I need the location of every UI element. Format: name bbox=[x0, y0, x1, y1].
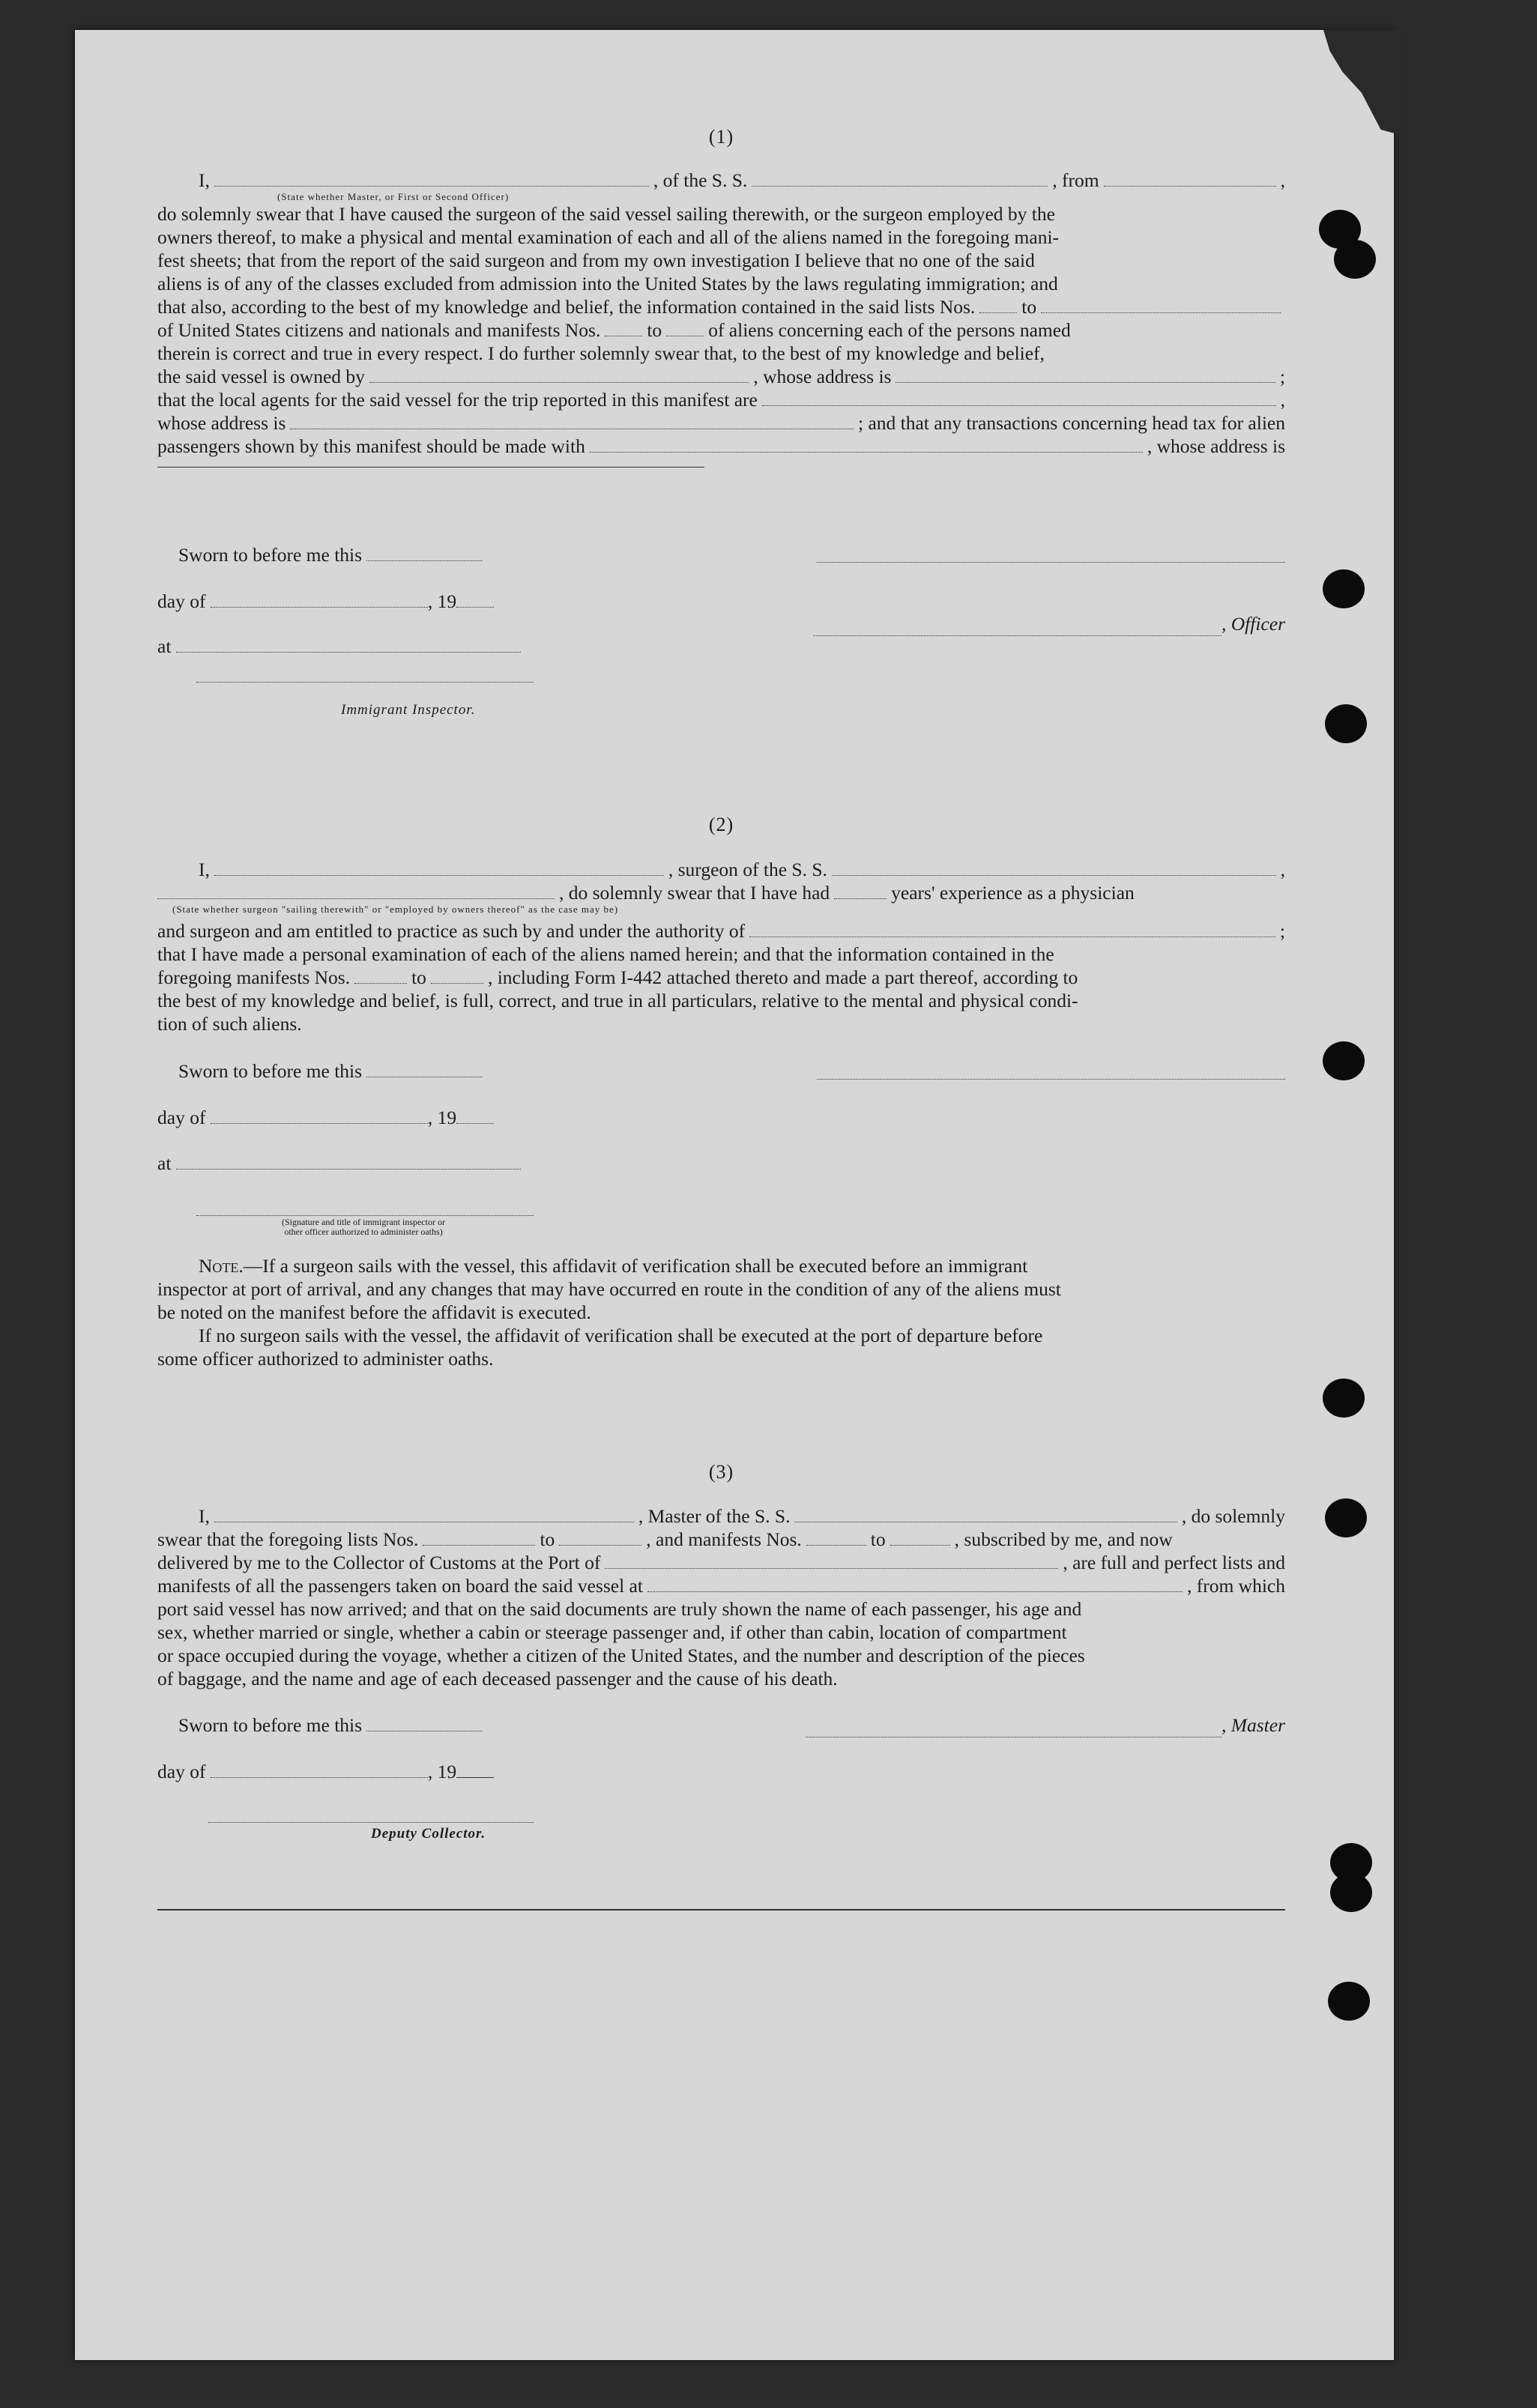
s1-line: whose address is bbox=[157, 412, 286, 434]
s3-boarding-port-field[interactable] bbox=[647, 1591, 1183, 1592]
s3-i: I, bbox=[199, 1505, 210, 1527]
s2-surgeon-type-field[interactable] bbox=[157, 898, 555, 899]
s2-line: years' experience as a physician bbox=[891, 882, 1135, 904]
s1-to: to bbox=[1021, 296, 1037, 318]
s2-to: to bbox=[411, 966, 426, 988]
s1-line: , whose address is bbox=[753, 366, 892, 387]
s2-sig-caption-line: (Signature and title of immigrant inspector or bbox=[282, 1217, 445, 1227]
s3-deputy-sig-field[interactable] bbox=[208, 1821, 534, 1823]
s3-line: port said vessel has now arrived; and that on the said documents are truly shown the name of each passenger, his age and bbox=[157, 1598, 1082, 1620]
s2-line: and surgeon and am entitled to practice as such by and under the authority of bbox=[157, 920, 746, 942]
s2-sworn-row bbox=[178, 1060, 483, 1083]
s1-owner-field[interactable] bbox=[369, 381, 749, 383]
s1-sworn-label: Sworn to before me this bbox=[178, 544, 363, 566]
s1-line: , whose address is bbox=[1147, 435, 1285, 457]
s1-caption: (State whether Master, or First or Second Officer) bbox=[277, 191, 510, 202]
punch-hole bbox=[1325, 1498, 1367, 1537]
s1-lists-from-field[interactable] bbox=[979, 312, 1017, 313]
s3-line: manifests of all the passengers taken on board the said vessel at bbox=[157, 1575, 643, 1597]
s2-i: I, bbox=[199, 859, 210, 880]
s3-master-sig-field[interactable] bbox=[806, 1714, 1222, 1737]
punch-hole bbox=[1323, 569, 1365, 608]
s3-vessel-field[interactable] bbox=[794, 1521, 1177, 1522]
s1-lists-to-field[interactable] bbox=[1041, 312, 1281, 313]
s3-manifests-from-field[interactable] bbox=[806, 1544, 866, 1546]
s1-sworn-date-field[interactable] bbox=[366, 560, 483, 561]
s2-day-field[interactable] bbox=[211, 1123, 428, 1124]
section-1-number: (1) bbox=[708, 126, 734, 148]
note-line: some officer authorized to administer oaths. bbox=[157, 1348, 494, 1370]
s1-line: that the local agents for the said vessel for the trip reported in this manifest are bbox=[157, 389, 758, 411]
s1-inspector-sig-field[interactable] bbox=[196, 680, 534, 683]
s2-at-row bbox=[157, 1152, 521, 1175]
s1-signature-field[interactable] bbox=[817, 554, 1285, 563]
s1-head-tax-field[interactable] bbox=[590, 451, 1143, 453]
s2-years-field[interactable] bbox=[834, 898, 887, 899]
s2-manifests-to-field[interactable] bbox=[431, 982, 483, 984]
s2-name-field[interactable] bbox=[214, 874, 664, 876]
s3-line: or space occupied during the voyage, whether a citizen of the United States, and the number and description of the pieces bbox=[157, 1645, 1085, 1666]
punch-hole bbox=[1323, 1379, 1365, 1418]
section-1-affidavit: I, , of the S. S. , from , (State whether Master, or First or Second Officer) do solemnly swear that I have caused the surgeon of the said vessel sailing therewith, or the surgeon employed by the owners thereof, to make a physical and mental examination of each and all of the aliens named in the foregoing mani- fest sheets; that from the report of the said surgeon and from my own investigation I believe that no one of the said aliens is of any of the classes excluded from admission into the United States by the laws regulating immigration; and that also, according to the best of my knowledge and belief, the information contained in the said lists Nos. to of United States citizens and nationals and manifests Nos. to of aliens concerning each of the persons named therein is correct and true in every respect. I do further solemnly swear that, to the best of my knowledge and belief, the said vessel is owned by , whose address is ; that the local agents for the said vessel for the trip reported in this manifest are , whose address is ; and that any transactions concerning head tax for alien passengers shown by this manifest should be made with , whose address is bbox=[157, 169, 1285, 468]
s1-line: passengers shown by this manifest should be made with bbox=[157, 435, 585, 457]
s2-year-field[interactable] bbox=[456, 1123, 494, 1124]
s1-line: aliens is of any of the classes excluded from admission into the United States by the laws regulating immigration; and bbox=[157, 273, 1058, 294]
s3-master-of: , Master of the S. S. bbox=[638, 1505, 791, 1527]
s3-line: , from which bbox=[1186, 1575, 1285, 1597]
punch-hole bbox=[1334, 240, 1376, 279]
s1-officer-field[interactable] bbox=[813, 613, 1222, 636]
s2-day-label: day of bbox=[157, 1107, 206, 1128]
s2-line: , do solemnly swear that I have had bbox=[559, 882, 830, 904]
s1-sworn-row bbox=[178, 544, 483, 566]
s1-at-label: at bbox=[157, 635, 172, 657]
s3-line: , do solemnly bbox=[1181, 1505, 1285, 1527]
s2-year-label: , 19 bbox=[427, 1107, 457, 1128]
s2-line: the best of my knowledge and belief, is full, correct, and true in all particulars, relative to the mental and physical condi- bbox=[157, 990, 1078, 1011]
s3-sworn-label: Sworn to before me this bbox=[178, 1714, 363, 1736]
s3-master-row bbox=[806, 1714, 1285, 1737]
s1-line: do solemnly swear that I have caused the surgeon of the said vessel sailing therewith, or the surgeon employed by the bbox=[157, 203, 1055, 225]
s1-to: to bbox=[647, 319, 662, 341]
s2-line: tion of such aliens. bbox=[157, 1013, 302, 1035]
s3-day-field[interactable] bbox=[211, 1777, 428, 1778]
s1-inspector-label: Immigrant Inspector. bbox=[341, 702, 476, 718]
s1-i: I, bbox=[199, 169, 210, 191]
note-line: inspector at port of arrival, and any changes that may have occurred en route in the condition of any of the aliens must bbox=[157, 1278, 1061, 1300]
s2-authority-field[interactable] bbox=[749, 936, 1275, 937]
s1-line: that also, according to the best of my knowledge and belief, the information contained in the said lists Nos. bbox=[157, 296, 976, 318]
s1-from: , from bbox=[1052, 169, 1099, 191]
s3-name-field[interactable] bbox=[214, 1521, 634, 1522]
s1-day-label: day of bbox=[157, 590, 206, 612]
s1-agent-address-field[interactable] bbox=[290, 428, 854, 429]
s2-sworn-label: Sworn to before me this bbox=[178, 1060, 363, 1082]
s1-address-field[interactable] bbox=[157, 458, 704, 468]
s3-year-field[interactable] bbox=[456, 1777, 494, 1778]
s3-line: swear that the foregoing lists Nos. bbox=[157, 1528, 419, 1550]
s1-day-field[interactable] bbox=[211, 607, 428, 608]
s3-line: delivered by me to the Collector of Customs at the Port of bbox=[157, 1552, 601, 1573]
s1-officer-row bbox=[813, 613, 1285, 636]
s1-at-field[interactable] bbox=[176, 652, 521, 653]
s1-year-label: , 19 bbox=[427, 590, 457, 612]
s3-to: to bbox=[540, 1528, 555, 1550]
form-page bbox=[75, 30, 1394, 2360]
s1-line: the said vessel is owned by bbox=[157, 366, 365, 387]
s2-line: that I have made a personal examination of each of the aliens named herein; and that the information contained in the bbox=[157, 943, 1054, 965]
s1-agents-field[interactable] bbox=[762, 405, 1276, 406]
s3-lists-from-field[interactable] bbox=[423, 1544, 535, 1546]
section-2-number: (2) bbox=[708, 814, 734, 835]
s1-of-ss: , of the S. S. bbox=[653, 169, 748, 191]
s1-at-row bbox=[157, 635, 521, 658]
s3-day-label: day of bbox=[157, 1761, 206, 1782]
s1-manifests-from-field[interactable] bbox=[605, 335, 642, 336]
s3-year-label: , 19 bbox=[427, 1761, 457, 1782]
punch-hole bbox=[1323, 1041, 1365, 1080]
note-line: be noted on the manifest before the affidavit is executed. bbox=[157, 1301, 591, 1323]
s2-signature-field[interactable] bbox=[817, 1071, 1285, 1080]
s3-line: of baggage, and the name and age of each deceased passenger and the cause of his death. bbox=[157, 1668, 838, 1689]
s3-manifests-to-field[interactable] bbox=[890, 1544, 950, 1546]
s3-deputy-label: Deputy Collector. bbox=[371, 1826, 486, 1842]
s3-line: sex, whether married or single, whether a cabin or steerage passenger and, if other than cabin, location of compartment bbox=[157, 1621, 1067, 1643]
s3-lists-to-field[interactable] bbox=[559, 1544, 641, 1546]
note-line: If no surgeon sails with the vessel, the affidavit of verification shall be executed at the port of departure before bbox=[199, 1325, 1043, 1346]
section-3-number: (3) bbox=[708, 1461, 734, 1483]
s3-to: to bbox=[870, 1528, 886, 1550]
s2-surgeon-of: , surgeon of the S. S. bbox=[668, 859, 827, 880]
bottom-rule bbox=[157, 1909, 1285, 1911]
s1-line: of United States citizens and nationals and manifests Nos. bbox=[157, 319, 601, 341]
s3-line: , subscribed by me, and now bbox=[954, 1528, 1173, 1550]
s2-vessel-field[interactable] bbox=[832, 874, 1276, 876]
s1-officer-label: , Officer bbox=[1222, 613, 1285, 635]
s1-line: ; and that any transactions concerning head tax for alien bbox=[858, 412, 1285, 434]
s1-line: owners thereof, to make a physical and mental examination of each and all of the aliens named in the foregoing mani- bbox=[157, 226, 1060, 248]
s1-year-field[interactable] bbox=[456, 607, 494, 608]
s3-master-label: , Master bbox=[1222, 1714, 1285, 1736]
s2-at-label: at bbox=[157, 1152, 172, 1174]
s3-sworn-row bbox=[178, 1714, 483, 1737]
s2-inspector-sig-field[interactable] bbox=[196, 1214, 534, 1216]
section-3-affidavit bbox=[157, 1504, 1285, 1690]
s2-line: foregoing manifests Nos. bbox=[157, 966, 351, 988]
section-2-affidavit: I, , surgeon of the S. S. , , do solemnly swear that I have had years' experience as a physician (State whether surgeon "sailing therewith" or "employed by owners thereof" as the case may be) and surgeon and am entitled to practice as such by and under the authority of ; that I have made a personal examination of each of the aliens named herein; and that the information contained in the foregoing manifests Nos. to , including Form I-442 attached thereto and made a part thereof, according to the best of my knowledge and belief, is full, correct, and true in all particulars, relative to the mental and physical condi- tion of such aliens. bbox=[157, 859, 1285, 1035]
s1-day-row bbox=[157, 590, 494, 613]
s2-note bbox=[157, 1254, 1285, 1370]
s3-line: , and manifests Nos. bbox=[646, 1528, 802, 1550]
s2-line: , including Form I-442 attached thereto and made a part thereof, according to bbox=[487, 966, 1078, 988]
s1-officer-title-field[interactable] bbox=[214, 185, 649, 187]
note-label: Note. bbox=[199, 1255, 244, 1277]
s3-port-field[interactable] bbox=[605, 1567, 1058, 1569]
torn-corner bbox=[1272, 30, 1400, 135]
s1-line: fest sheets; that from the report of the said surgeon and from my own investigation I believe that no one of the said bbox=[157, 249, 1035, 271]
s2-sig-caption-line: other officer authorized to administer oaths) bbox=[284, 1226, 443, 1237]
s1-from-field[interactable] bbox=[1104, 185, 1276, 187]
s1-owner-address-field[interactable] bbox=[896, 381, 1275, 383]
s1-vessel-field[interactable] bbox=[752, 185, 1048, 187]
s2-sig-caption bbox=[240, 1217, 487, 1237]
s2-manifests-from-field[interactable] bbox=[354, 982, 407, 984]
punch-hole bbox=[1328, 1982, 1370, 2021]
punch-hole bbox=[1330, 1873, 1372, 1912]
s1-line: of aliens concerning each of the persons named bbox=[708, 319, 1071, 341]
s3-line: , are full and perfect lists and bbox=[1063, 1552, 1285, 1573]
s2-at-field[interactable] bbox=[176, 1169, 521, 1170]
s3-day-row bbox=[157, 1761, 494, 1783]
s2-caption: (State whether surgeon "sailing therewith" or "employed by owners thereof" as the case may be) bbox=[172, 904, 619, 915]
s1-line: therein is correct and true in every respect. I do further solemnly swear that, to the best of my knowledge and belief, bbox=[157, 342, 1045, 364]
s2-day-row bbox=[157, 1107, 494, 1129]
s1-manifests-to-field[interactable] bbox=[666, 335, 704, 336]
punch-hole bbox=[1325, 704, 1367, 743]
note-line: —If a surgeon sails with the vessel, this affidavit of verification shall be executed before an immigrant bbox=[243, 1255, 1028, 1277]
